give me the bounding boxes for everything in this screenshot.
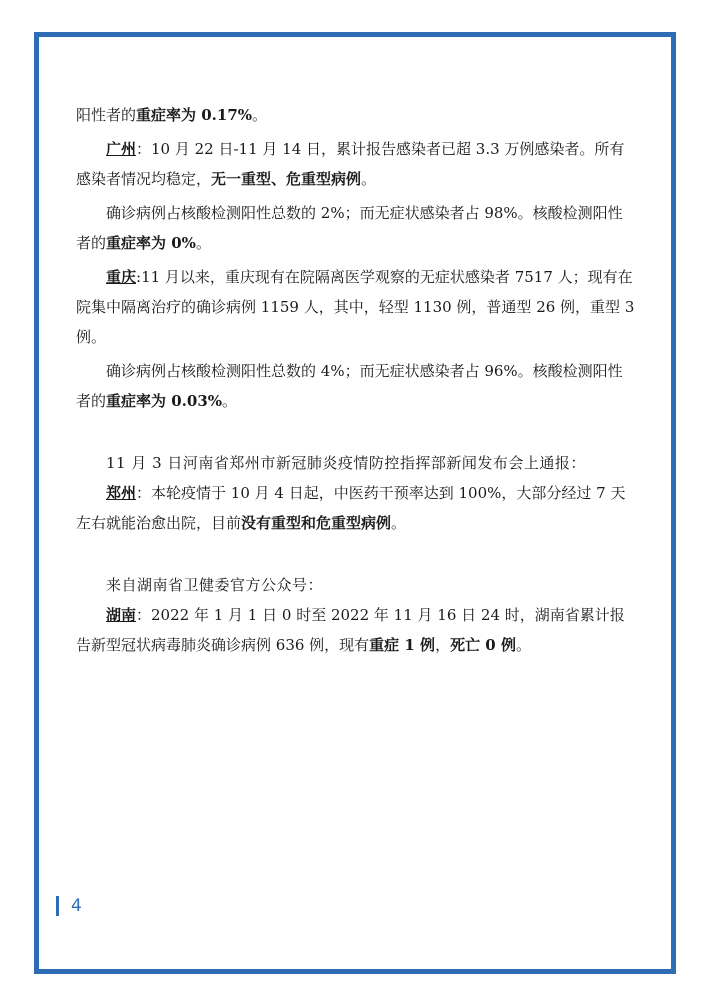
text: 。 bbox=[361, 170, 377, 188]
bold-text: 死亡 0 例 bbox=[450, 636, 516, 654]
paragraph-zhengzhou bbox=[76, 478, 636, 538]
paragraph-chongqing-rate bbox=[76, 356, 636, 416]
paragraph-guangzhou bbox=[76, 134, 636, 194]
bold-text: 重症率为 0.17% bbox=[136, 106, 253, 124]
bold-text: 重症率为 0.03% bbox=[106, 392, 223, 410]
bold-text: 重症 1 例 bbox=[369, 636, 436, 654]
text: 。 bbox=[252, 106, 268, 124]
city-label: 重庆 bbox=[106, 268, 137, 286]
page-number bbox=[56, 896, 82, 916]
text: ：2022 年 1 月 1 日 0 时至 2022 年 11 月 16 日 24 时，湖南省累计报告新型冠状病毒肺炎确诊病例 636 例，现有 bbox=[76, 606, 625, 654]
paragraph-henan-note: 11 月 3 日河南省郑州市新冠肺炎疫情防控指挥部新闻发布会上通报： bbox=[106, 454, 586, 472]
text: 。 bbox=[195, 234, 211, 252]
text: 确诊病例占核酸检测阳性总数的 2%；而无症状感染者占 98%。核酸检测阳性者的 bbox=[76, 204, 623, 252]
paragraph-guangzhou-rate bbox=[76, 198, 636, 258]
text: ， bbox=[435, 636, 451, 654]
paragraph-hunan bbox=[76, 600, 636, 660]
page-number-bar bbox=[56, 896, 59, 916]
text: :11 月以来，重庆现有在院隔离医学观察的无症状感染者 7517 人；现有在院集中隔离治疗的确诊病例 1159 人，其中，轻型 1130 例，普通型 26 例，重型 3 例。 bbox=[76, 268, 635, 346]
document-body bbox=[76, 100, 636, 660]
text: 。 bbox=[515, 636, 531, 654]
paragraph-chongqing bbox=[76, 262, 636, 352]
text: ：本轮疫情于 10 月 4 日起，中医药干预率达到 100%，大部分经过 7 天左右就能治愈出院，目前 bbox=[76, 484, 626, 532]
text: 阳性者的 bbox=[76, 106, 137, 124]
bold-text: 没有重型和危重型病例 bbox=[241, 514, 392, 532]
text: 。 bbox=[391, 514, 407, 532]
city-label: 广州 bbox=[106, 140, 137, 158]
text: 确诊病例占核酸检测阳性总数的 4%；而无症状感染者占 96%。核酸检测阳性者的 bbox=[76, 362, 623, 410]
text: ：10 月 22 日-11 月 14 日，累计报告感染者已超 3.3 万例感染者。所有感染者情况均稳定， bbox=[76, 140, 625, 188]
bold-text: 重症率为 0% bbox=[106, 234, 196, 252]
paragraph-hunan-note: 来自湖南省卫健委官方公众号： bbox=[106, 576, 324, 594]
city-label: 郑州 bbox=[106, 484, 137, 502]
bold-text: 无一重型、危重型病例 bbox=[211, 170, 362, 188]
page-number-text: 4 bbox=[71, 896, 82, 916]
text: 。 bbox=[222, 392, 238, 410]
city-label: 湖南 bbox=[106, 606, 137, 624]
paragraph-intro-rate bbox=[76, 100, 636, 130]
